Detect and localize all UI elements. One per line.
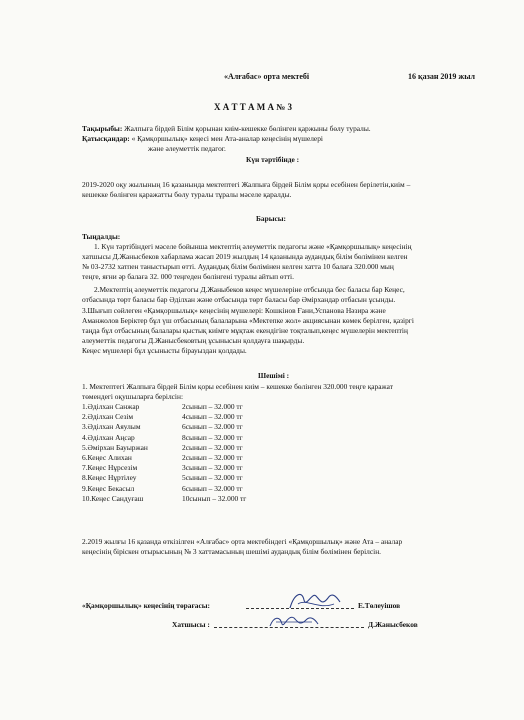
student-name: 2.Әділхан Сезім: [82, 412, 134, 422]
student-name: 5.Әмірхан Бауыржан: [82, 442, 148, 452]
student-row: [82, 494, 322, 503]
student-name: 9.Кеңес Бекасыл: [82, 483, 135, 493]
student-row: [82, 402, 322, 411]
proceedings-heading: Барысы:: [256, 214, 286, 223]
p1-line1: 1. Күн тәртібіндегі мәселе бойынша мектептің әлеуметтік педагогы және «Қамқоршылық» кеңесінің: [94, 242, 412, 251]
student-row: [82, 412, 322, 421]
student-row: [82, 422, 322, 431]
p1-line3: № 03-2732 хатпен таныстырып өтті. Аудандық білім бөлімінен келген хатта 10 балаға 320.000 мың: [82, 262, 394, 271]
p3-line4: әлеуметтік педагогы Д.Жанысбековтың ұсынысын қолдауға шақырды.: [82, 336, 305, 345]
student-row: [82, 463, 322, 472]
student-grade-amount: 10сынып – 32.000 тг: [182, 493, 247, 503]
student-name: 4.Әділхан Аңсар: [82, 432, 135, 442]
document-title: Х А Т Т А М А № 3: [214, 102, 293, 112]
chair-label: «Қамқоршылық» кеңесінің төрағасы:: [82, 601, 211, 610]
decision-p2-line2: кеңесінің біріскен отырысының № 3 хаттамасының шешімі аудандық білім бөлімінен берілсін.: [82, 547, 381, 556]
student-name: 10.Кеңес Сандуғаш: [82, 493, 144, 503]
decision-intro-line1: 1. Мектептегі Жалпыға бірдей Білім қоры есебінен киім – кешекке бөлінген 320.000 теңге қаражат: [82, 382, 393, 391]
student-grade-amount: 4сынып – 32.000 тг: [182, 412, 243, 422]
student-grade-amount: 6сынып – 32.000 тг: [182, 483, 243, 493]
attendees-label: Қатысқандар:: [82, 134, 130, 143]
school-name: «Алғабас» орта мектебі: [224, 72, 310, 81]
p2-line1: 2.Мектептің әлеуметтік педагогы Д.Жаныбеков кеңес мүшелеріне отбсында бес баласы бар Кеңес,: [94, 285, 405, 294]
p3-line3: таңда бұл отбасының балалары қыстық киімге мұқтаж екендігіне тоқталып,кеңес мүшелерін мектептің: [82, 326, 408, 335]
agenda-line2: кешекке бөлінген қаражатты бөлу туралы тұралы мәселе қаралды.: [82, 190, 292, 199]
student-name: 3.Әділхан Аяулым: [82, 422, 141, 432]
student-row: [82, 453, 322, 462]
student-grade-amount: 5сынып – 32.000 тг: [182, 473, 243, 483]
attendees-line1: « Қамқоршылық» кеңесі мен Ата-аналар кеңесінің мүшелері: [131, 134, 323, 143]
chair-name: Е.Төлеуішов: [358, 601, 401, 610]
decision-p2-line1: 2.2019 жылғы 16 қазанда өткізілген «Алғабас» орта мектебіндегі «Қамқоршылық» және Ата – аналар: [82, 537, 403, 546]
decision-intro-line2: төмендегі оқушыларға берілсін:: [82, 392, 183, 401]
student-name: 6.Кеңес Алихан: [82, 453, 132, 462]
attendees-line2: және әлеуметтік педагог.: [148, 144, 226, 153]
topic-line: [82, 124, 371, 134]
agenda-heading: Күн тәртібінде :: [246, 155, 300, 164]
student-name: 7.Кеңес Нұрсезім: [82, 463, 138, 473]
student-row: [82, 433, 322, 442]
student-grade-amount: 2сынып – 32.000 тг: [182, 442, 243, 452]
student-grade-amount: 2сынып – 32.000 тг: [182, 402, 243, 411]
decision-heading: Шешімі :: [258, 371, 290, 380]
secretary-signature: [266, 610, 322, 632]
p2-line2: отбасында төрт баласы бар Әділхан және отбасында төрт баласы бар Әмірхандар отбасын ұсынды.: [82, 295, 396, 304]
p1-line2: хатшысы Д.Жанысбеков хабарлама жасап 2019 жылдың 14 қазанында аудандық білім бөлімінен келген: [82, 252, 408, 261]
document-date: 16 қазан 2019 жыл: [408, 72, 475, 81]
topic-text: Жалпыға бірдей Білім қорынан киім-кешекке бөлінген қаржыны бөлу туралы.: [124, 124, 371, 133]
student-grade-amount: 2сынып – 32.000 тг: [182, 453, 243, 462]
agenda-line1: 2019-2020 оқу жылының 16 қазанында мектептегі Жалпыға бірдей Білім қоры есебінен берілетін,киім –: [82, 180, 411, 189]
student-row: [82, 443, 322, 452]
student-row: [82, 484, 322, 493]
secretary-name: Д.Жанысбеков: [368, 620, 418, 629]
student-name: 8.Кеңес Нұртілеу: [82, 473, 137, 483]
topic-label: Тақырыбы:: [82, 124, 123, 133]
student-grade-amount: 6сынып – 32.000 тг: [182, 422, 243, 432]
p3-line2: Аманжолов Беріктер бұл үш отбасының балаларына «Мектепке жол» акциясынан көмек берілген, қазіргі: [82, 316, 414, 325]
student-grade-amount: 8сынып – 32.000 тг: [182, 432, 243, 442]
p4-line: Кеңес мүшелері бұл ұсынысты бірауыздан қолдады.: [82, 346, 247, 355]
p3-line1: 3.Шығып сөйлеген «Қамқоршылық» кеңесінің мүшелері: Кошкінов Ғани,Успанова Нәзира және: [82, 306, 386, 315]
secretary-label: Хатшысы :: [172, 620, 210, 629]
attendees-line: [82, 134, 323, 144]
student-name: 1.Әділхан Санжар: [82, 402, 140, 411]
p1-line4: теңге, яғни әр балаға 32. 000 теңгеден бөлінгені туралы айтып өтті.: [82, 272, 294, 281]
student-row: [82, 473, 322, 482]
listened-label: Тыңдалды:: [82, 232, 121, 241]
student-grade-amount: 3сынып – 32.000 тг: [182, 463, 243, 473]
